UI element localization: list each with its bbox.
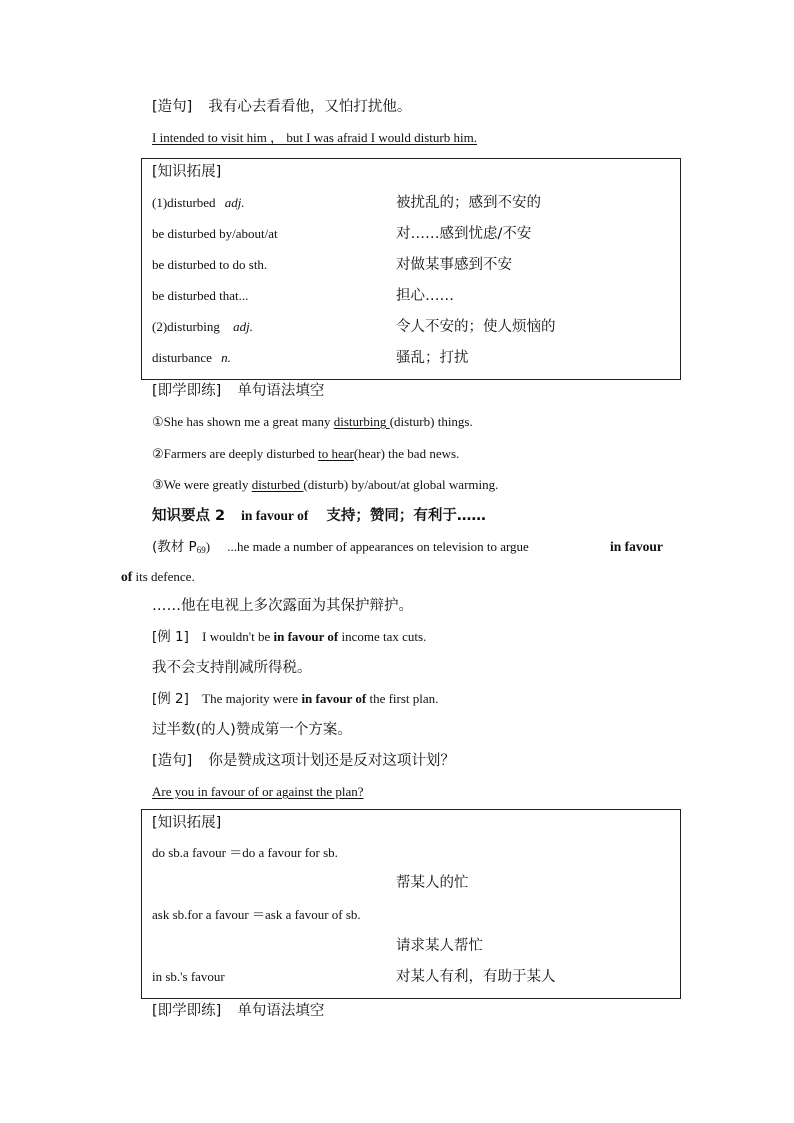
ext-row-en — [152, 317, 253, 337]
practice-item-text: (disturb) things. — [389, 414, 473, 429]
ext-row-zh: 请求某人帮忙 — [396, 938, 483, 954]
knowledge-point-heading — [152, 506, 486, 526]
example-text: The majority were — [202, 691, 302, 706]
ext-row-zh: 帮某人的忙 — [396, 875, 469, 891]
example-text: the first plan. — [366, 691, 439, 706]
textbook-text: ...he made a number of appearances on television to argue — [227, 539, 529, 554]
knowledge-box-title: [知识拓展] — [152, 815, 222, 831]
ext-row-zh: 令人不安的；使人烦恼的 — [396, 319, 556, 335]
ext-row-en: do sb.a favour ＝do a favour for sb. — [152, 845, 338, 860]
sentence-tag: [造句] — [152, 753, 193, 769]
sentence-block-1 — [152, 97, 411, 117]
ext-row-zh: 骚乱；打扰 — [396, 350, 469, 366]
knowledge-point-label: 知识要点 2 — [152, 508, 226, 524]
example-1 — [152, 627, 426, 647]
example-text: I wouldn't be — [202, 629, 274, 644]
textbook-bold: of — [121, 569, 133, 584]
sentence-en: Are you in favour of or against the plan? — [152, 784, 364, 799]
example-tag: [例 1] — [152, 629, 189, 645]
ext-row-zh: 被扰乱的；感到不安的 — [396, 195, 541, 211]
practice-header — [152, 381, 324, 401]
ext-row-en: be disturbed to do sth. — [152, 257, 268, 272]
textbook-quote — [152, 537, 672, 560]
practice-title: 单句语法填空 — [237, 1003, 325, 1019]
example-bold: in favour of — [301, 691, 367, 706]
ext-row-zh: 对……感到忧虑/不安 — [396, 226, 532, 242]
textbook-quote-cont — [121, 567, 195, 587]
practice-header — [152, 1001, 324, 1021]
ext-row-zh: 对做某事感到不安 — [396, 257, 512, 273]
ext-row-en: be disturbed by/about/at — [152, 226, 278, 241]
example-text: income tax cuts. — [338, 629, 427, 644]
ext-row-zh: 对某人有利，有助于某人 — [396, 969, 556, 985]
practice-title: 单句语法填空 — [237, 383, 325, 399]
practice-item-text: (disturb) by/about/at global warming. — [303, 477, 499, 492]
example-2 — [152, 689, 438, 709]
ext-row-en — [152, 348, 231, 368]
ext-row-pos: adj. — [233, 319, 254, 334]
practice-tag: [即学即练] — [152, 1003, 222, 1019]
example-tag: [例 2] — [152, 691, 189, 707]
knowledge-box-title: [知识拓展] — [152, 164, 222, 180]
sentence-en: I intended to visit him ， but I was afraid I would disturb him. — [152, 130, 477, 145]
ext-row-en: in sb.'s favour — [152, 969, 225, 984]
knowledge-point-meaning: 支持；赞同；有利于…… — [326, 508, 486, 524]
sentence-tag: [造句] — [152, 99, 193, 115]
practice-answer: disturbing — [333, 414, 390, 429]
sentence-zh: 我有心去看看他，又怕打扰他。 — [208, 99, 412, 115]
practice-item — [152, 412, 473, 432]
practice-answer: disturbed — [251, 477, 304, 492]
textbook-bold: in favour — [610, 539, 663, 554]
sentence-block-2 — [152, 751, 455, 771]
practice-item-text: (hear) the bad news. — [353, 446, 460, 461]
ext-row-term: (2)disturbing — [152, 319, 220, 334]
ext-row-pos: adj. — [224, 195, 245, 210]
textbook-text: its defence. — [135, 569, 195, 584]
textbook-translation: ……他在电视上多次露面为其保护辩护。 — [152, 598, 413, 614]
practice-answer: to hear — [318, 446, 354, 461]
textbook-label: ) — [205, 539, 211, 554]
ext-row-zh: 担心…… — [396, 288, 454, 304]
practice-tag: [即学即练] — [152, 383, 222, 399]
ext-row-en: ask sb.for a favour ＝ask a favour of sb. — [152, 907, 361, 922]
textbook-page: 69 — [196, 545, 206, 555]
ext-row-term: disturbance — [152, 350, 212, 365]
ext-row-pos: n. — [221, 350, 231, 365]
sentence-zh: 你是赞成这项计划还是反对这项计划？ — [208, 753, 455, 769]
knowledge-point-phrase: in favour of — [241, 508, 309, 523]
practice-item-text: ③We were greatly — [152, 477, 252, 492]
ext-row-en — [152, 193, 245, 213]
practice-item-text: ①She has shown me a great many — [152, 414, 334, 429]
example-bold: in favour of — [273, 629, 339, 644]
textbook-label: (教材 P — [152, 539, 197, 555]
practice-item — [152, 475, 498, 495]
example-translation: 我不会支持削减所得税。 — [152, 660, 312, 676]
practice-item-text: ②Farmers are deeply disturbed — [152, 446, 319, 461]
ext-row-en: be disturbed that... — [152, 288, 249, 303]
ext-row-term: (1)disturbed — [152, 195, 216, 210]
example-translation: 过半数(的人)赞成第一个方案。 — [152, 722, 352, 738]
practice-item — [152, 444, 459, 464]
